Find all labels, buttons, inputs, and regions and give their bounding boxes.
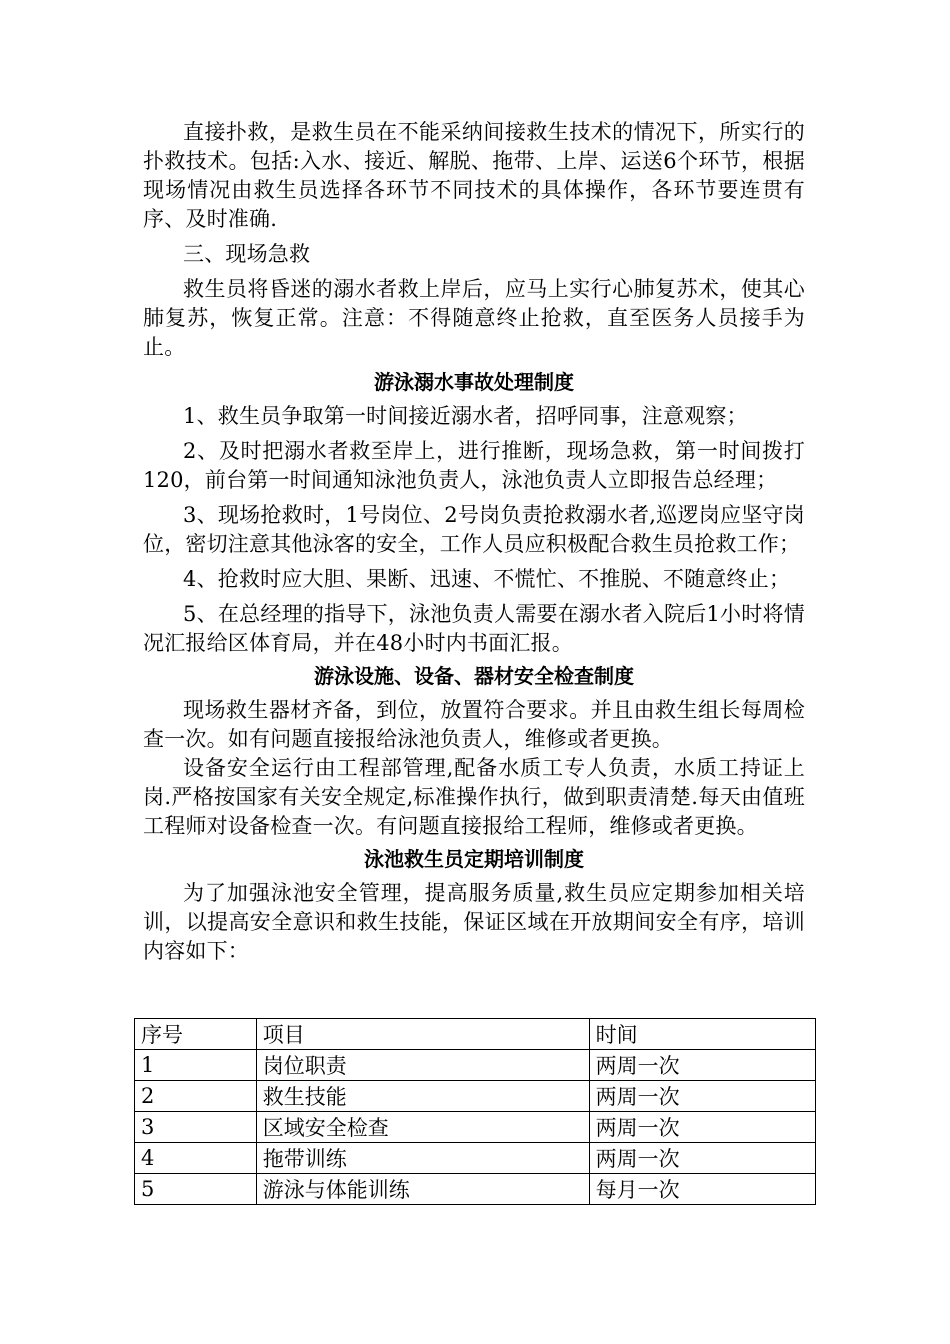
table-cell: 1 [135, 1050, 257, 1081]
table-cell: 游泳与体能训练 [256, 1174, 589, 1205]
table-cell: 两周一次 [589, 1112, 815, 1143]
table-header-row [135, 1019, 816, 1050]
table-cell: 两周一次 [589, 1081, 815, 1112]
table-row [135, 1174, 816, 1205]
table-header-cell: 序号 [135, 1019, 257, 1050]
table-cell: 岗位职责 [256, 1050, 589, 1081]
table-cell: 5 [135, 1174, 257, 1205]
document-body [143, 118, 805, 966]
table-header-cell: 时间 [589, 1019, 815, 1050]
table-cell: 拖带训练 [256, 1143, 589, 1174]
table-cell: 两周一次 [589, 1143, 815, 1174]
section-heading-first-aid: 三、现场急救 [183, 242, 311, 266]
table-row [135, 1081, 816, 1112]
paragraph-equipment-2: 设备安全运行由工程部管理,配备水质工专人负责，水质工持证上岗.严格按国家有关安全规定,标准操作执行，做到职责清楚.每天由值班工程师对设备检查一次。有问题直接报给工程师，维修或者更换。 [143, 756, 805, 838]
table-cell: 2 [135, 1081, 257, 1112]
drowning-item-4: 4、抢救时应大胆、果断、迅速、不慌忙、不推脱、不随意终止； [183, 567, 791, 591]
drowning-item-5: 5、在总经理的指导下，泳池负责人需要在溺水者入院后1小时将情况汇报给区体育局，并在48小时内书面汇报。 [143, 602, 805, 655]
drowning-item-1: 1、救生员争取第一时间接近溺水者，招呼同事，注意观察； [183, 404, 748, 428]
drowning-item-2: 2、及时把溺水者救至岸上，进行推断，现场急救，第一时间拨打120，前台第一时间通知泳池负责人，泳池负责人立即报告总经理； [143, 439, 805, 492]
table-cell: 3 [135, 1112, 257, 1143]
paragraph-equipment-1: 现场救生器材齐备，到位，放置符合要求。并且由救生组长每周检查一次。如有问题直接报给泳池负责人，维修或者更换。 [143, 698, 805, 751]
paragraph-direct-rescue: 直接扑救，是救生员在不能采纳间接救生技术的情况下，所实行的扑救技术。包括:入水、接近、解脱、拖带、上岸、运送6个环节，根据现场情况由救生员选择各环节不同技术的具体操作，各环节要连贯有序、及时准确. [143, 120, 805, 231]
table-cell: 区域安全检查 [256, 1112, 589, 1143]
paragraph-training-intro: 为了加强泳池安全管理，提高服务质量,救生员应定期参加相关培训，以提高安全意识和救生技能，保证区域在开放期间安全有序，培训内容如下： [143, 881, 805, 963]
heading-drowning-policy: 游泳溺水事故处理制度 [374, 370, 574, 394]
table-row [135, 1112, 816, 1143]
table-cell: 两周一次 [589, 1050, 815, 1081]
table-row [135, 1143, 816, 1174]
drowning-item-3: 3、现场抢救时，1号岗位、2号岗负责抢救溺水者,巡逻岗应坚守岗位，密切注意其他泳客的安全，工作人员应积极配合救生员抢救工作； [143, 503, 805, 556]
table-cell: 4 [135, 1143, 257, 1174]
table-row [135, 1050, 816, 1081]
heading-equipment-policy: 游泳设施、设备、器材安全检查制度 [314, 664, 634, 688]
heading-training-policy: 泳池救生员定期培训制度 [364, 847, 584, 871]
training-table [134, 1018, 816, 1205]
paragraph-first-aid: 救生员将昏迷的溺水者救上岸后，应马上实行心肺复苏术，使其心肺复苏，恢复正常。注意：不得随意终止抢救，直至医务人员接手为止。 [143, 277, 805, 359]
table-cell: 救生技能 [256, 1081, 589, 1112]
table-cell: 每月一次 [589, 1174, 815, 1205]
table-header-cell: 项目 [256, 1019, 589, 1050]
